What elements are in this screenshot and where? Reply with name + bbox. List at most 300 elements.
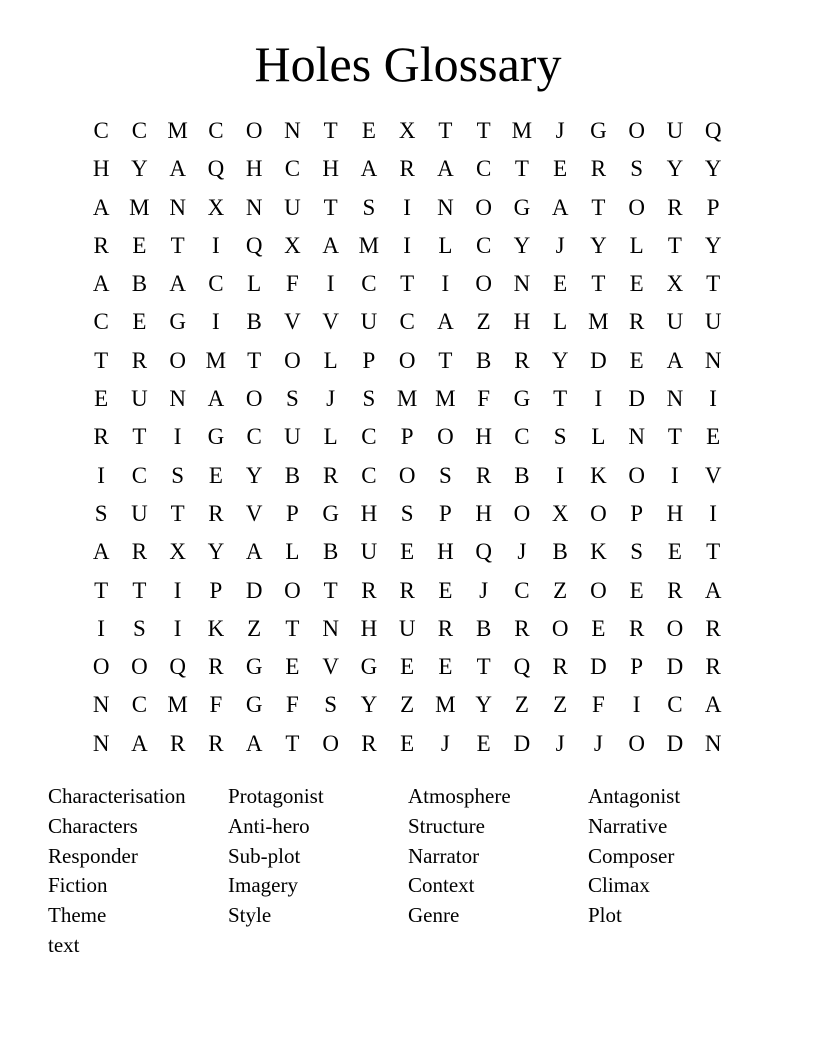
grid-letter: X	[284, 232, 301, 258]
grid-letter: P	[285, 500, 299, 526]
grid-letter: T	[132, 424, 147, 450]
grid-letter: O	[437, 424, 454, 450]
grid-letter: A	[169, 271, 186, 297]
grid-letter: O	[590, 500, 607, 526]
grid-letter: R	[437, 615, 454, 641]
grid-letter: H	[513, 309, 531, 335]
grid-letter: G	[513, 386, 531, 412]
word-list-item: Characterisation	[48, 784, 186, 808]
grid-letter: J	[517, 539, 527, 565]
grid-letter: R	[208, 730, 224, 756]
grid-letter: P	[630, 500, 644, 526]
word-list-item: Sub-plot	[228, 843, 301, 868]
grid-letter: G	[590, 118, 607, 143]
grid-letter: K	[590, 539, 607, 565]
grid-letter: I	[594, 386, 603, 412]
grid-letter: Y	[131, 156, 148, 182]
grid-letter: Y	[551, 347, 569, 373]
grid-letter: G	[360, 654, 378, 680]
grid-letter: D	[590, 347, 607, 373]
word-list-item: Theme	[48, 903, 107, 928]
grid-letter: A	[92, 539, 110, 565]
grid-letter: T	[285, 615, 300, 641]
grid-letter: U	[360, 539, 378, 565]
word-list-item: Narrative	[588, 813, 668, 838]
grid-letter: T	[667, 424, 682, 450]
grid-letter: Z	[553, 577, 568, 603]
grid-letter: C	[361, 424, 377, 450]
grid-letter: O	[398, 462, 416, 488]
grid-letter: H	[360, 500, 378, 526]
word-list	[48, 782, 768, 961]
grid-letter: R	[131, 347, 148, 373]
grid-letter: Q	[169, 654, 186, 680]
grid-letter: O	[475, 271, 492, 297]
grid-letter: S	[630, 539, 644, 565]
grid-letter: E	[438, 654, 453, 680]
grid-letter: T	[170, 500, 185, 526]
grid-letter: C	[93, 309, 109, 335]
grid-letter: R	[628, 309, 645, 335]
grid-letter: T	[514, 156, 529, 182]
grid-letter: C	[131, 692, 148, 718]
word-list-item: Structure	[408, 813, 485, 838]
grid-letter: D	[245, 577, 263, 603]
grid-letter: G	[513, 194, 531, 220]
grid-letter: K	[590, 462, 607, 488]
grid-letter: G	[322, 500, 339, 526]
grid-letter: G	[169, 309, 186, 335]
grid-letter: Z	[400, 692, 415, 718]
word-list-item: Style	[228, 903, 272, 928]
grid-letter: B	[131, 271, 148, 297]
grid-letter: M	[129, 194, 150, 220]
grid-letter: E	[667, 539, 682, 565]
grid-letter: M	[435, 386, 456, 412]
grid-letter: V	[322, 309, 339, 335]
grid-letter: G	[245, 654, 263, 680]
grid-letter: H	[666, 500, 684, 526]
grid-letter: R	[208, 654, 224, 680]
grid-letter: A	[551, 194, 569, 220]
grid-letter: A	[245, 730, 263, 756]
grid-letter: M	[396, 386, 418, 412]
grid-letter: S	[362, 194, 376, 220]
grid-letter: I	[173, 424, 182, 450]
grid-letter: I	[441, 271, 450, 297]
grid-letter: R	[399, 577, 415, 603]
grid-letter: L	[438, 232, 453, 258]
grid-letter: T	[323, 118, 338, 143]
grid-letter: T	[170, 232, 185, 258]
grid-letter: T	[667, 232, 682, 258]
grid-letter: I	[671, 462, 679, 488]
grid-letter: T	[591, 271, 606, 297]
grid-letter: U	[398, 615, 416, 641]
grid-letter: R	[667, 194, 683, 220]
grid-letter: L	[285, 539, 300, 565]
grid-letter: O	[628, 462, 645, 488]
grid-letter: L	[629, 232, 644, 258]
grid-letter: Q	[245, 232, 263, 258]
grid-letter: X	[169, 539, 186, 565]
grid-letter: I	[173, 577, 182, 603]
grid-letter: R	[208, 500, 224, 526]
grid-letter: Q	[207, 156, 225, 182]
grid-letter: O	[628, 118, 645, 143]
grid-letter: B	[284, 462, 301, 488]
grid-letter: A	[704, 577, 722, 603]
grid-letter: J	[555, 118, 565, 143]
grid-letter: R	[552, 654, 568, 680]
grid-letter: C	[475, 232, 492, 258]
grid-letter: E	[361, 118, 376, 143]
grid-letter: Q	[475, 539, 492, 565]
grid-letter: M	[205, 347, 227, 373]
grid-letter: I	[97, 462, 105, 488]
grid-letter: A	[131, 730, 148, 756]
grid-letter: B	[552, 539, 568, 565]
grid-letter: T	[94, 347, 109, 373]
grid-letter: T	[438, 347, 453, 373]
grid-letter: O	[666, 615, 684, 641]
grid-letter: T	[285, 730, 300, 756]
grid-letter: S	[553, 424, 567, 450]
grid-letter: I	[403, 232, 411, 258]
grid-letter: X	[551, 500, 569, 526]
grid-letter: N	[284, 118, 301, 143]
grid-letter: Y	[513, 232, 531, 258]
grid-letter: O	[628, 194, 645, 220]
grid-letter: S	[94, 500, 108, 526]
grid-letter: R	[475, 462, 492, 488]
word-list-item: Composer	[588, 843, 675, 868]
grid-letter: T	[476, 654, 491, 680]
grid-letter: E	[132, 309, 147, 335]
grid-letter: Y	[704, 156, 722, 182]
grid-letter: A	[92, 194, 110, 220]
grid-letter: A	[437, 309, 454, 335]
grid-letter: R	[399, 156, 415, 182]
grid-letter: H	[245, 156, 263, 182]
grid-letter: F	[209, 692, 223, 718]
grid-letter: S	[171, 462, 185, 488]
grid-letter: Y	[245, 462, 263, 488]
grid-letter: D	[666, 654, 684, 680]
grid-letter: J	[555, 232, 565, 258]
grid-letter: R	[322, 462, 339, 488]
grid-letter: C	[284, 156, 301, 182]
grid-letter: B	[246, 309, 262, 335]
word-list-item: Climax	[588, 873, 650, 898]
word-list-item: Atmosphere	[408, 784, 511, 808]
grid-letter: U	[131, 500, 148, 526]
grid-letter: R	[93, 232, 109, 258]
grid-letter: C	[246, 424, 262, 450]
grid-letter: E	[553, 156, 568, 182]
grid-letter: E	[591, 615, 606, 641]
grid-letter: O	[475, 194, 492, 220]
grid-letter: R	[705, 615, 721, 641]
grid-letter: I	[632, 692, 641, 718]
grid-letter: D	[666, 730, 684, 756]
grid-letter: K	[207, 615, 225, 641]
grid-letter: Z	[247, 615, 262, 641]
grid-letter: N	[245, 194, 263, 220]
grid-letter: C	[475, 156, 492, 182]
grid-letter: E	[438, 577, 453, 603]
grid-letter: Y	[590, 232, 607, 258]
grid-letter: I	[709, 500, 717, 526]
grid-letter: D	[590, 654, 607, 680]
word-list-item: Plot	[588, 903, 622, 928]
grid-letter: P	[630, 654, 644, 680]
grid-letter: R	[361, 577, 377, 603]
grid-letter: M	[588, 309, 609, 335]
grid-letter: Z	[514, 692, 529, 718]
grid-letter: P	[362, 347, 376, 373]
grid-letter: R	[667, 577, 683, 603]
grid-letter: T	[476, 118, 491, 143]
grid-letter: S	[132, 615, 146, 641]
grid-letter: C	[208, 271, 224, 297]
grid-letter: N	[437, 194, 454, 220]
grid-letter: O	[169, 347, 186, 373]
grid-letter: S	[285, 386, 299, 412]
grid-letter: M	[167, 692, 188, 718]
grid-letter: A	[207, 386, 225, 412]
grid-letter: T	[706, 271, 721, 297]
grid-letter: A	[437, 156, 454, 182]
grid-letter: V	[322, 654, 339, 680]
grid-letter: C	[131, 462, 148, 488]
grid-letter: I	[709, 386, 717, 412]
grid-letter: I	[97, 615, 105, 641]
grid-letter: D	[628, 386, 645, 412]
grid-letter: N	[322, 615, 339, 641]
grid-letter: R	[361, 730, 377, 756]
grid-letter: R	[590, 156, 607, 182]
grid-letter: C	[514, 424, 530, 450]
grid-letter: N	[704, 347, 722, 373]
grid-letter: A	[169, 156, 186, 182]
grid-letter: T	[132, 577, 147, 603]
grid-letter: N	[92, 692, 110, 718]
grid-letter: L	[591, 424, 606, 450]
word-list-item: Antagonist	[588, 784, 681, 808]
grid-letter: L	[247, 271, 262, 297]
grid-letter: L	[553, 309, 568, 335]
grid-letter: G	[245, 692, 263, 718]
grid-letter: L	[323, 424, 338, 450]
grid-letter: E	[94, 386, 109, 412]
grid-letter: R	[705, 654, 721, 680]
grid-letter: I	[326, 271, 335, 297]
grid-letter: E	[400, 654, 415, 680]
grid-letter: F	[285, 692, 299, 718]
grid-letter: J	[479, 577, 489, 603]
grid-letter: H	[437, 539, 454, 565]
grid-letter: T	[247, 347, 262, 373]
grid-letter: T	[553, 386, 568, 412]
grid-letter: A	[704, 692, 722, 718]
grid-letter: S	[362, 386, 376, 412]
grid-letter: J	[326, 386, 336, 412]
grid-letter: T	[94, 577, 109, 603]
word-list-item: Characters	[48, 813, 138, 838]
word-list-item: Responder	[48, 843, 138, 868]
grid-letter: E	[400, 539, 415, 565]
grid-letter: P	[438, 500, 452, 526]
grid-letter: C	[361, 462, 377, 488]
letter-grid	[82, 112, 732, 763]
grid-letter: V	[704, 462, 722, 488]
grid-letter: O	[92, 654, 110, 680]
grid-letter: A	[322, 232, 339, 258]
grid-letter: V	[245, 500, 263, 526]
grid-letter: A	[360, 156, 378, 182]
word-list-item: text	[48, 932, 80, 957]
word-list-item: Anti-hero	[228, 813, 310, 838]
grid-letter: X	[207, 194, 225, 220]
grid-letter: O	[245, 386, 263, 412]
grid-letter: H	[360, 615, 378, 641]
word-list-item: Imagery	[228, 873, 298, 898]
grid-letter: T	[591, 194, 606, 220]
grid-letter: V	[284, 309, 301, 335]
grid-letter: E	[208, 462, 223, 488]
grid-letter: X	[398, 118, 416, 143]
grid-letter: A	[92, 271, 110, 297]
grid-letter: H	[475, 424, 492, 450]
grid-letter: D	[513, 730, 531, 756]
grid-letter: B	[475, 347, 492, 373]
grid-letter: N	[513, 271, 531, 297]
grid-letter: U	[666, 309, 684, 335]
grid-letter: E	[400, 730, 415, 756]
grid-letter: O	[513, 500, 531, 526]
grid-letter: A	[245, 539, 263, 565]
grid-letter: Z	[553, 692, 568, 718]
grid-letter: P	[400, 424, 414, 450]
grid-letter: Q	[513, 654, 531, 680]
grid-letter: M	[511, 118, 533, 143]
grid-letter: R	[93, 424, 109, 450]
grid-letter: M	[358, 232, 380, 258]
grid-letter: N	[704, 730, 722, 756]
grid-letter: I	[403, 194, 411, 220]
grid-letter: J	[593, 730, 603, 756]
page-title: Holes Glossary	[254, 36, 562, 92]
grid-letter: I	[212, 232, 220, 258]
grid-letter: O	[284, 577, 301, 603]
word-list-item: Narrator	[408, 843, 480, 868]
grid-letter: J	[555, 730, 565, 756]
grid-letter: Y	[207, 539, 225, 565]
grid-letter: Z	[476, 309, 491, 335]
word-list-item: Fiction	[48, 873, 108, 898]
grid-letter: J	[440, 730, 450, 756]
grid-letter: I	[212, 309, 220, 335]
grid-letter: R	[514, 615, 530, 641]
grid-letter: R	[628, 615, 645, 641]
grid-letter: E	[706, 424, 721, 450]
grid-letter: R	[169, 730, 186, 756]
grid-letter: R	[514, 347, 530, 373]
grid-letter: Y	[704, 232, 722, 258]
grid-letter: T	[438, 118, 453, 143]
grid-letter: A	[666, 347, 684, 373]
grid-letter: G	[207, 424, 225, 450]
grid-letter: N	[666, 386, 684, 412]
grid-letter: E	[476, 730, 491, 756]
grid-letter: O	[551, 615, 569, 641]
grid-letter: U	[704, 309, 722, 335]
grid-letter: O	[245, 118, 263, 143]
grid-letter: E	[132, 232, 147, 258]
grid-letter: N	[92, 730, 110, 756]
grid-letter: E	[285, 654, 300, 680]
grid-letter: O	[398, 347, 416, 373]
grid-letter: U	[131, 386, 148, 412]
grid-letter: E	[553, 271, 568, 297]
grid-letter: S	[400, 500, 414, 526]
grid-letter: C	[93, 118, 109, 143]
word-list-item: Protagonist	[228, 784, 324, 808]
grid-letter: O	[590, 577, 607, 603]
grid-letter: O	[322, 730, 339, 756]
grid-letter: M	[435, 692, 456, 718]
grid-letter: U	[360, 309, 378, 335]
grid-letter: H	[92, 156, 110, 182]
grid-letter: F	[591, 692, 605, 718]
grid-letter: N	[628, 424, 645, 450]
grid-letter: E	[629, 577, 644, 603]
grid-letter: F	[477, 386, 491, 412]
grid-letter: Q	[704, 118, 722, 143]
grid-letter: B	[322, 539, 339, 565]
grid-letter: E	[629, 347, 644, 373]
grid-letter: X	[666, 271, 684, 297]
grid-letter: C	[514, 577, 530, 603]
grid-letter: H	[322, 156, 339, 182]
grid-letter: Y	[475, 692, 492, 718]
grid-letter: M	[167, 118, 188, 143]
grid-letter: C	[667, 692, 683, 718]
word-list-item: Context	[408, 873, 475, 898]
grid-letter: O	[628, 730, 645, 756]
grid-letter: U	[284, 194, 301, 220]
grid-letter: U	[666, 118, 684, 143]
grid-letter: N	[169, 386, 186, 412]
grid-letter: C	[361, 271, 377, 297]
grid-letter: B	[475, 615, 492, 641]
grid-letter: S	[324, 692, 338, 718]
grid-letter: B	[514, 462, 530, 488]
grid-letter: E	[629, 271, 644, 297]
grid-letter: C	[399, 309, 415, 335]
grid-letter: T	[400, 271, 415, 297]
grid-letter: S	[630, 156, 644, 182]
grid-letter: T	[323, 577, 338, 603]
grid-letter: C	[131, 118, 148, 143]
grid-letter: T	[323, 194, 338, 220]
grid-letter: L	[323, 347, 338, 373]
grid-letter: F	[285, 271, 299, 297]
grid-letter: T	[706, 539, 721, 565]
grid-letter: O	[284, 347, 301, 373]
grid-letter: O	[131, 654, 148, 680]
